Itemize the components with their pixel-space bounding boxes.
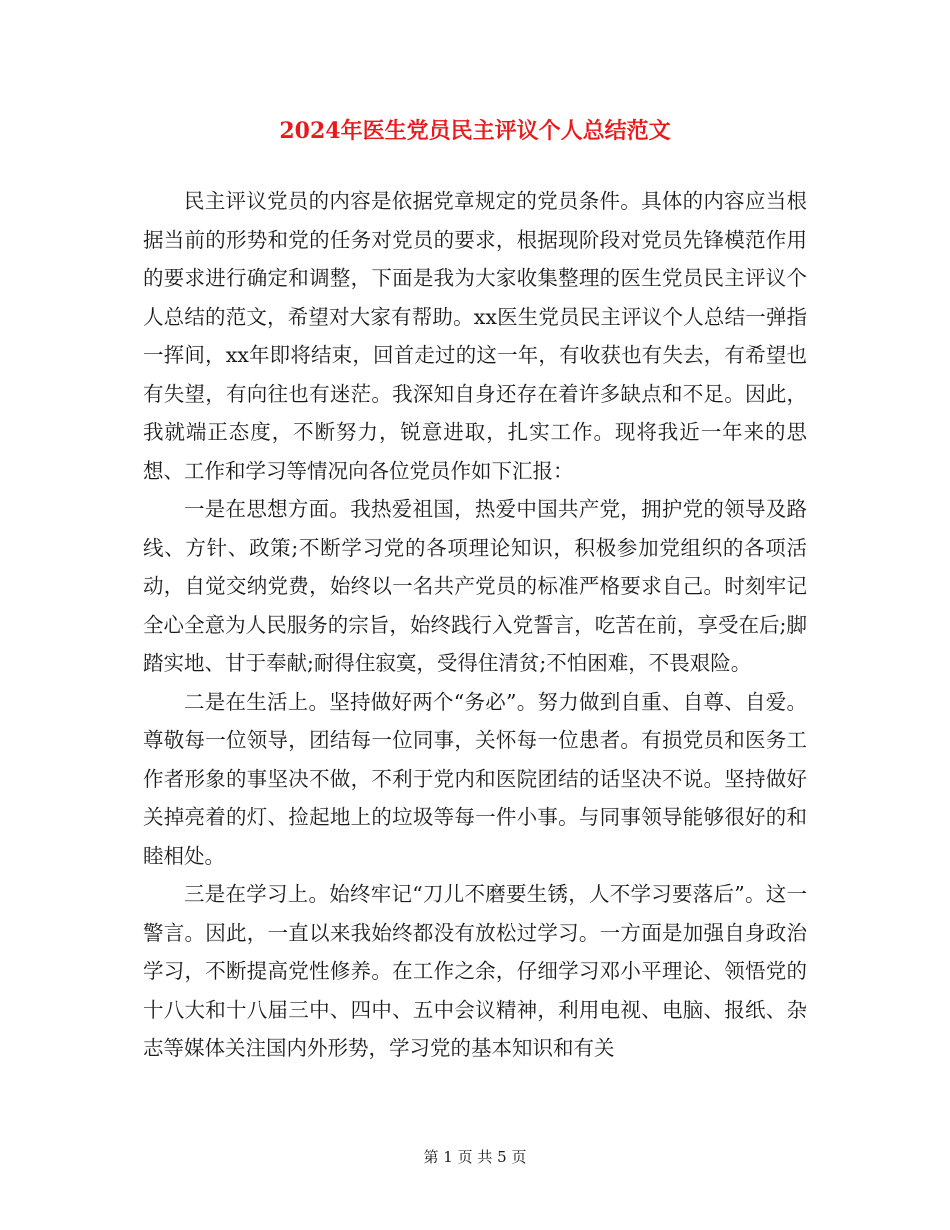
document-body <box>143 182 807 1068</box>
page-number-footer: 第 1 页 共 5 页 <box>423 1148 527 1166</box>
paragraph-intro: 民主评议党员的内容是依据党章规定的党员条件。具体的内容应当根据当前的形势和党的任务对党员的要求，根据现阶段对党员先锋模范作用的要求进行确定和调整，下面是我为大家收集整理的医生党员民主评议个人总结的范文，希望对大家有帮助。xx医生党员民主评议个人总结一弹指一挥间，xx年即将结束，回首走过的这一年，有收获也有失去，有希望也有失望，有向往也有迷茫。我深知自身还存在着许多缺点和不足。因此，我就端正态度，不断努力，锐意进取，扎实工作。现将我近一年来的思想、工作和学习等情况向各位党员作如下汇报： <box>143 189 807 483</box>
paragraph-thought: 一是在思想方面。我热爱祖国，热爱中国共产党，拥护党的领导及路线、方针、政策;不断学习党的各项理论知识，积极参加党组织的各项活动，自觉交纳党费，始终以一名共产党员的标准严格要求自己。时刻牢记全心全意为人民服务的宗旨，始终践行入党誓言，吃苦在前，享受在后;脚踏实地、甘于奉献;耐得住寂寞，受得住清贫;不怕困难，不畏艰险。 <box>143 497 807 675</box>
document-title: 2024年医生党员民主评议个人总结范文 <box>279 118 671 144</box>
paragraph-study: 三是在学习上。始终牢记“刀儿不磨要生锈，人不学习要落后”。这一警言。因此，一直以来我始终都没有放松过学习。一方面是加强自身政治学习，不断提高党性修养。在工作之余，仔细学习邓小平理论、领悟党的十八大和十八届三中、四中、五中会议精神，利用电视、电脑、报纸、杂志等媒体关注国内外形势，学习党的基本知识和有关 <box>143 882 807 1060</box>
paragraph-life: 二是在生活上。坚持做好两个“务必”。努力做到自重、自尊、自爱。尊敬每一位领导，团结每一位同事，关怀每一位患者。有损党员和医务工作者形象的事坚决不做，不利于党内和医院团结的话坚决不说。坚持做好关掉亮着的灯、捡起地上的垃圾等每一件小事。与同事领导能够很好的和睦相处。 <box>143 689 807 868</box>
